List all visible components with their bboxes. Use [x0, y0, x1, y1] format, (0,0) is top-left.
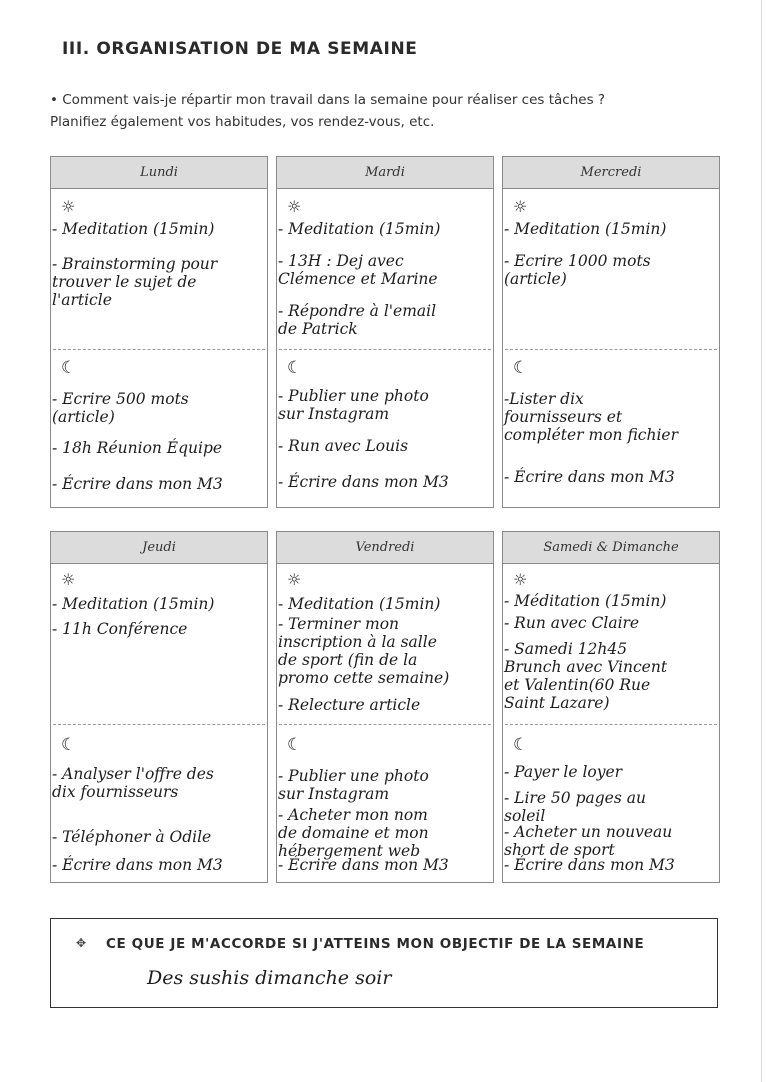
reward-box [50, 918, 718, 1008]
evening-section [503, 350, 719, 500]
task-line: - Écrire dans mon M3 [52, 475, 223, 493]
morning-section [51, 564, 267, 724]
task-line: - Meditation (15min) [504, 220, 667, 238]
evening-section [51, 725, 267, 875]
task-line: - Relecture article [278, 696, 421, 714]
day-header: Mardi [277, 157, 493, 189]
moon-icon: ☾ [61, 358, 77, 378]
cross-star-icon: ✥ [76, 936, 87, 950]
day-header: Samedi & Dimanche [503, 532, 719, 564]
day-card-lundi [50, 156, 268, 508]
morning-section [503, 564, 719, 724]
task-line: - Run avec Louis [278, 437, 409, 455]
moon-icon: ☾ [513, 358, 529, 378]
sun-icon: ☼ [61, 570, 76, 589]
task-line: - Meditation (15min) [52, 220, 215, 238]
day-header: Lundi [51, 157, 267, 189]
day-header: Vendredi [277, 532, 493, 564]
intro-text [50, 89, 605, 133]
task-line: - Acheter un nouveau short de sport [504, 823, 673, 859]
task-line: - Meditation (15min) [278, 220, 441, 238]
moon-icon: ☾ [287, 735, 303, 755]
task-line: - Écrire dans mon M3 [278, 473, 449, 491]
task-line: - Payer le loyer [504, 763, 623, 781]
page-edge-line [761, 0, 762, 1082]
task-line: - Acheter mon nom de domaine et mon hébergement web [278, 806, 429, 860]
task-line: - Répondre à l'email de Patrick [278, 302, 437, 338]
morning-section [51, 189, 267, 349]
task-line: - Run avec Claire [504, 614, 640, 632]
morning-section [277, 564, 493, 724]
page-title: III. ORGANISATION DE MA SEMAINE [62, 39, 418, 59]
sun-icon: ☼ [287, 197, 302, 216]
task-line: - Écrire dans mon M3 [504, 856, 675, 874]
task-line: - Terminer mon inscription à la salle de sport (fin de la promo cette semaine) [278, 615, 450, 687]
evening-section [277, 725, 493, 875]
intro-line-1: • Comment vais-je répartir mon travail dans la semaine pour réaliser ces tâches ? [50, 92, 606, 108]
task-line: - 13H : Dej avec Clémence et Marine [278, 252, 438, 288]
task-line: - 11h Conférence [52, 620, 188, 638]
task-line: - Analyser l'offre des dix fournisseurs [52, 765, 214, 801]
sun-icon: ☼ [287, 570, 302, 589]
reward-heading: CE QUE JE M'ACCORDE SI J'ATTEINS MON OBJECTIF DE LA SEMAINE [106, 936, 645, 952]
moon-icon: ☾ [513, 735, 529, 755]
task-line: - 18h Réunion Équipe [52, 439, 223, 457]
task-line: - Publier une photo sur Instagram [278, 767, 429, 803]
task-line: - Lire 50 pages au soleil [504, 789, 646, 825]
task-line: -Lister dix fournisseurs et compléter mon fichier [504, 390, 678, 444]
task-line: - Publier une photo sur Instagram [278, 387, 429, 423]
sun-icon: ☼ [513, 197, 528, 216]
morning-section [503, 189, 719, 349]
task-line: - Meditation (15min) [52, 595, 215, 613]
evening-section [503, 725, 719, 875]
task-line: - Ecrire 500 mots (article) [52, 390, 189, 426]
sun-icon: ☼ [513, 570, 528, 589]
task-line: - Écrire dans mon M3 [504, 468, 675, 486]
task-line: - Meditation (15min) [278, 595, 441, 613]
day-card-mercredi [502, 156, 720, 508]
evening-section [51, 350, 267, 500]
task-line: - Écrire dans mon M3 [278, 856, 449, 874]
sun-icon: ☼ [61, 197, 76, 216]
day-header: Jeudi [51, 532, 267, 564]
day-card-mardi [276, 156, 494, 508]
reward-answer[interactable]: Des sushis dimanche soir [147, 967, 392, 989]
task-line: - Brainstorming pour trouver le sujet de l'article [52, 255, 218, 309]
moon-icon: ☾ [287, 358, 303, 378]
task-line: - Téléphoner à Odile [52, 828, 212, 846]
task-line: - Samedi 12h45 Brunch avec Vincent et Valentin(60 Rue Saint Lazare) [504, 640, 668, 712]
task-line: - Ecrire 1000 mots (article) [504, 252, 651, 288]
morning-section [277, 189, 493, 349]
intro-line-2: Planifiez également vos habitudes, vos rendez-vous, etc. [50, 114, 435, 130]
task-line: - Écrire dans mon M3 [52, 856, 223, 874]
day-card-jeudi [50, 531, 268, 883]
moon-icon: ☾ [61, 735, 77, 755]
evening-section [277, 350, 493, 500]
task-line: - Méditation (15min) [504, 592, 667, 610]
day-card-samedi-dimanche [502, 531, 720, 883]
day-card-vendredi [276, 531, 494, 883]
day-header: Mercredi [503, 157, 719, 189]
